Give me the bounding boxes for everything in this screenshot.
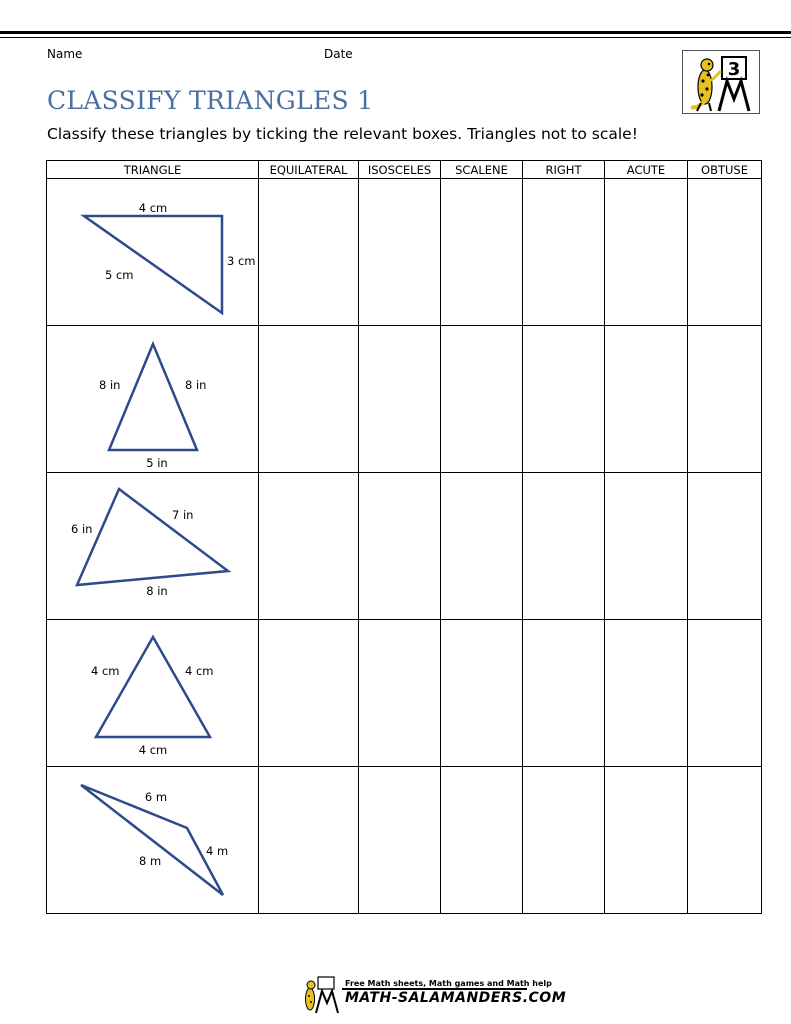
- isosceles-checkbox[interactable]: [359, 620, 441, 767]
- triangle-diagram-5: [47, 767, 259, 913]
- footer-tagline: Free Math sheets, Math games and Math help: [345, 979, 552, 988]
- triangle-2: [109, 344, 197, 450]
- right-checkbox[interactable]: [523, 473, 605, 620]
- triangle-cell: [47, 767, 259, 914]
- logo-grade: 3: [727, 59, 741, 80]
- acute-checkbox[interactable]: [605, 473, 688, 620]
- salamander-easel-icon: [682, 50, 760, 114]
- right-checkbox[interactable]: [523, 179, 605, 326]
- obtuse-checkbox[interactable]: [688, 473, 762, 620]
- name-label: Name: [47, 47, 83, 61]
- obtuse-checkbox[interactable]: [688, 179, 762, 326]
- salamander-icon: [300, 975, 342, 1015]
- equilateral-checkbox[interactable]: [259, 326, 359, 473]
- right-checkbox[interactable]: [523, 767, 605, 914]
- triangle-1: [84, 216, 222, 313]
- header-row: [47, 161, 762, 179]
- triangle-4: [96, 637, 210, 737]
- top-rule-thin: [0, 37, 791, 38]
- triangle-cell: [47, 179, 259, 326]
- col-header-triangle: TRIANGLE: [47, 161, 259, 179]
- page-title: CLASSIFY TRIANGLES 1: [47, 86, 374, 115]
- side-label: 3 cm: [227, 254, 256, 268]
- side-label: 4 cm: [91, 664, 120, 678]
- triangle-3: [77, 489, 228, 585]
- footer: [300, 975, 567, 1015]
- isosceles-checkbox[interactable]: [359, 179, 441, 326]
- table-row: [47, 620, 762, 767]
- acute-checkbox[interactable]: [605, 620, 688, 767]
- col-header-obtuse: OBTUSE: [688, 161, 762, 179]
- side-label: 8 in: [99, 378, 121, 392]
- side-label: 5 in: [146, 456, 168, 470]
- isosceles-checkbox[interactable]: [359, 473, 441, 620]
- instructions: Classify these triangles by ticking the relevant boxes. Triangles not to scale!: [47, 125, 638, 143]
- col-header-isosceles: ISOSCELES: [359, 161, 441, 179]
- side-label: 8 m: [139, 854, 162, 868]
- side-label: 4 cm: [185, 664, 214, 678]
- scalene-checkbox[interactable]: [441, 620, 523, 767]
- scalene-checkbox[interactable]: [441, 473, 523, 620]
- table-row: [47, 326, 762, 473]
- scalene-checkbox[interactable]: [441, 326, 523, 473]
- date-label: Date: [324, 47, 353, 61]
- obtuse-checkbox[interactable]: [688, 620, 762, 767]
- obtuse-checkbox[interactable]: [688, 326, 762, 473]
- equilateral-checkbox[interactable]: [259, 767, 359, 914]
- side-label: 6 m: [144, 790, 168, 804]
- col-header-scalene: SCALENE: [441, 161, 523, 179]
- equilateral-checkbox[interactable]: [259, 473, 359, 620]
- equilateral-checkbox[interactable]: [259, 620, 359, 767]
- isosceles-checkbox[interactable]: [359, 326, 441, 473]
- side-label: 7 in: [172, 508, 194, 522]
- side-label: 8 in: [185, 378, 207, 392]
- equilateral-checkbox[interactable]: [259, 179, 359, 326]
- col-header-right: RIGHT: [523, 161, 605, 179]
- classification-table: [46, 160, 762, 914]
- scalene-checkbox[interactable]: [441, 767, 523, 914]
- acute-checkbox[interactable]: [605, 326, 688, 473]
- triangle-diagram-4: [47, 620, 259, 766]
- triangle-diagram-3: [47, 473, 259, 619]
- triangle-diagram-2: [47, 326, 259, 472]
- col-header-equilateral: EQUILATERAL: [259, 161, 359, 179]
- acute-checkbox[interactable]: [605, 767, 688, 914]
- acute-checkbox[interactable]: [605, 179, 688, 326]
- table-row: [47, 767, 762, 914]
- isosceles-checkbox[interactable]: [359, 767, 441, 914]
- top-rule-thick: [0, 31, 791, 34]
- triangle-cell: [47, 473, 259, 620]
- col-header-acute: ACUTE: [605, 161, 688, 179]
- side-label: 4 m: [206, 844, 229, 858]
- side-label: 4 cm: [138, 743, 168, 757]
- side-label: 8 in: [146, 584, 168, 598]
- side-label: 5 cm: [105, 268, 134, 282]
- triangle-cell: [47, 326, 259, 473]
- triangle-cell: [47, 620, 259, 767]
- right-checkbox[interactable]: [523, 620, 605, 767]
- table-row: [47, 473, 762, 620]
- obtuse-checkbox[interactable]: [688, 767, 762, 914]
- side-label: 4 cm: [138, 201, 168, 215]
- scalene-checkbox[interactable]: [441, 179, 523, 326]
- triangle-diagram-1: [47, 179, 259, 325]
- side-label: 6 in: [71, 522, 93, 536]
- right-checkbox[interactable]: [523, 326, 605, 473]
- footer-brand-link[interactable]: MATH-SALAMANDERS.COM: [345, 990, 567, 1006]
- table-row: [47, 179, 762, 326]
